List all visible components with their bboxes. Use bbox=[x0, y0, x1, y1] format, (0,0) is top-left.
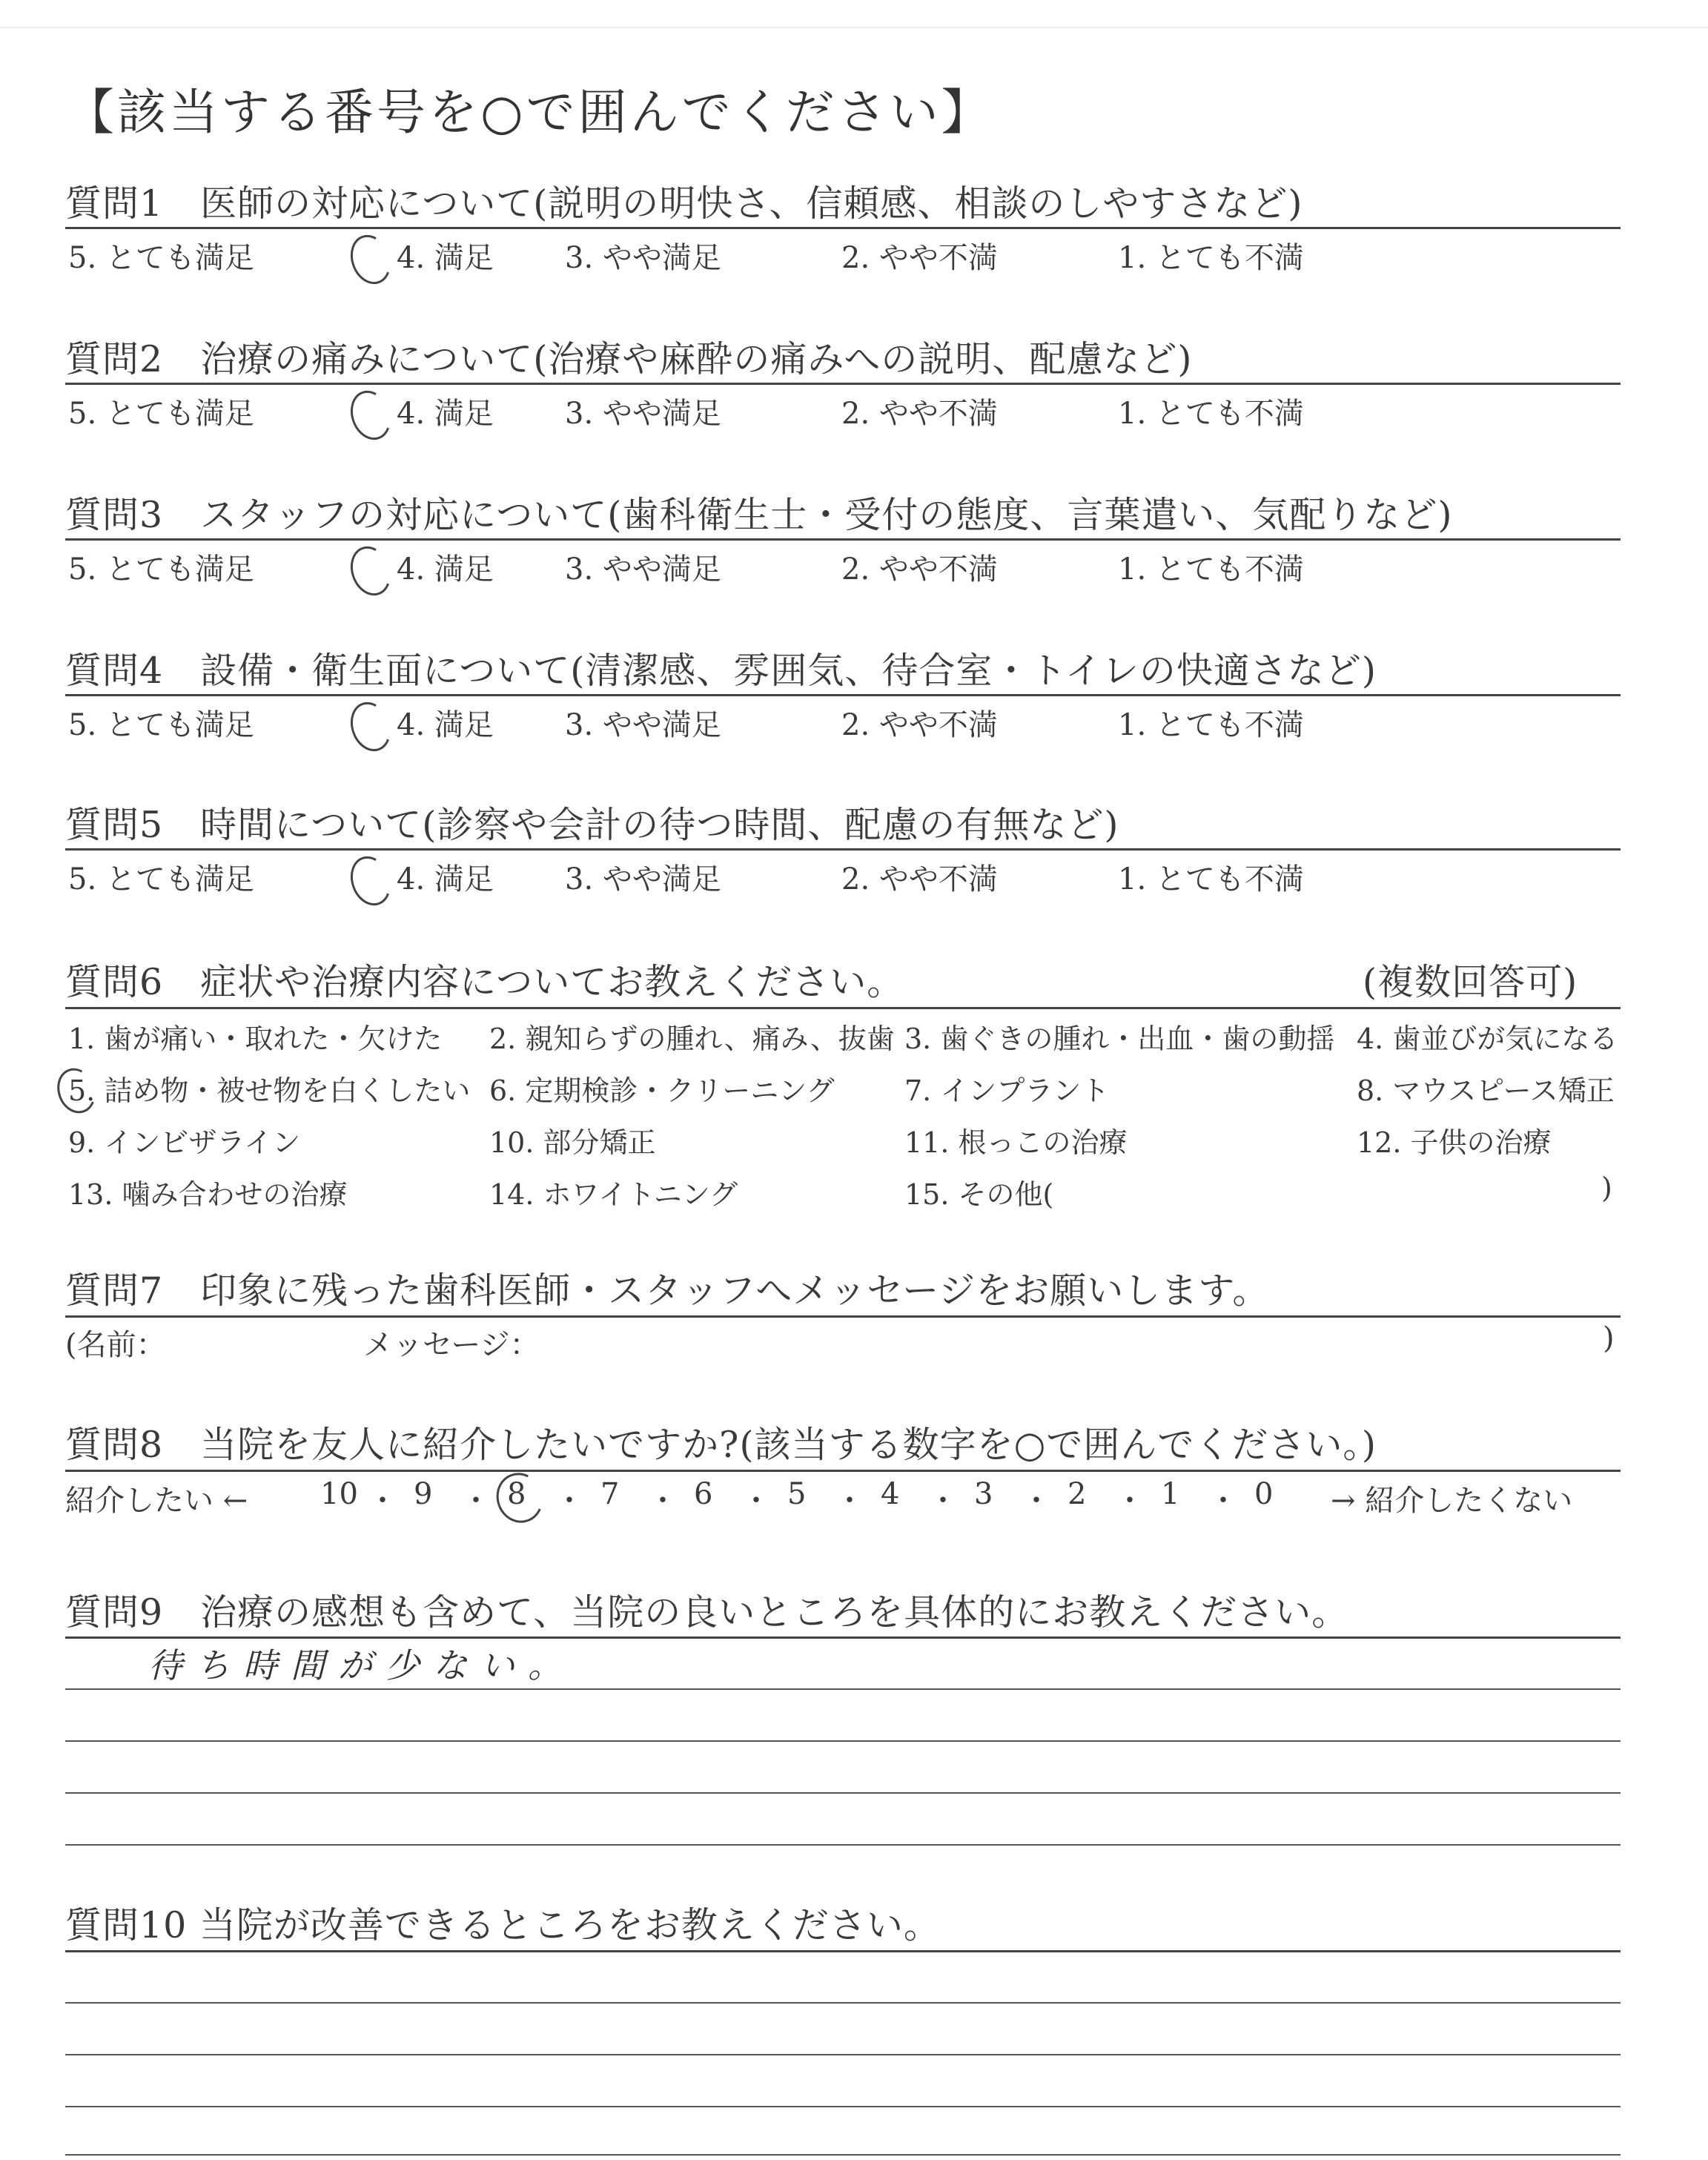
q8-separator-dot: ・ bbox=[928, 1484, 958, 1518]
q7-rule bbox=[65, 1315, 1621, 1318]
q8-number[interactable]: 7 bbox=[600, 1477, 620, 1511]
question-1-option[interactable]: 5. とても満足 bbox=[68, 241, 254, 275]
question-5-selection-circle bbox=[344, 851, 397, 911]
q8-number[interactable]: 0 bbox=[1254, 1477, 1274, 1511]
q8-separator-dot: ・ bbox=[1208, 1484, 1238, 1518]
q7-message-label: メッセージ： bbox=[363, 1328, 540, 1362]
q9-title: 質問9 治療の感想も含めて、当院の良いところを具体的にお教えください。 bbox=[65, 1591, 1349, 1634]
q6-option-item[interactable]: 2. 親知らずの腫れ、痛み、抜歯 bbox=[489, 1023, 895, 1055]
q8-separator-dot: ・ bbox=[1022, 1484, 1051, 1518]
q8-number[interactable]: 9 bbox=[414, 1477, 433, 1511]
question-3-title: 質問3 スタッフの対応について(歯科衛生士・受付の態度、言葉遣い、気配りなど) bbox=[65, 494, 1453, 536]
q6-option-item[interactable]: 13. 噛み合わせの治療 bbox=[68, 1178, 348, 1211]
q10-rule bbox=[65, 1950, 1621, 1952]
q8-separator-dot: ・ bbox=[835, 1484, 864, 1518]
question-1-title: 質問1 医師の対応について(説明の明快さ、信頼感、相談のしやすさなど) bbox=[65, 182, 1303, 225]
q8-number[interactable]: 4 bbox=[881, 1477, 900, 1511]
q6-option-item[interactable]: 9. インビザライン bbox=[68, 1126, 301, 1159]
question-4-option[interactable]: 1. とても不満 bbox=[1118, 708, 1304, 742]
question-2-option[interactable]: 5. とても満足 bbox=[68, 397, 254, 431]
question-1-option[interactable]: 1. とても不満 bbox=[1118, 241, 1304, 275]
question-3-selection-circle bbox=[344, 541, 397, 601]
question-4-title: 質問4 設備・衛生面について(清潔感、雰囲気、待合室・トイレの快適さなど) bbox=[65, 650, 1377, 692]
q8-number[interactable]: 10 bbox=[320, 1477, 358, 1511]
q8-number[interactable]: 3 bbox=[974, 1477, 993, 1511]
question-1-option[interactable]: 2. やや不満 bbox=[841, 241, 998, 275]
q9-line-4 bbox=[65, 1844, 1621, 1846]
question-2-selection-circle bbox=[344, 385, 397, 446]
q6-title: 質問6 症状や治療内容についてお教えください。 bbox=[65, 961, 904, 1003]
question-5-option[interactable]: 4. 満足 bbox=[397, 862, 494, 896]
q8-separator-dot: ・ bbox=[741, 1484, 771, 1518]
q7-title: 質問7 印象に残った歯科医師・スタッフへメッセージをお願いします。 bbox=[65, 1269, 1270, 1312]
question-2-rule bbox=[65, 383, 1621, 385]
question-2-title: 質問2 治療の痛みについて(治療や麻酔の痛みへの説明、配慮など) bbox=[65, 338, 1193, 380]
question-5-option[interactable]: 5. とても満足 bbox=[68, 862, 254, 896]
q8-separator-dot: ・ bbox=[648, 1484, 678, 1518]
q8-left-label: 紹介したい ← bbox=[65, 1484, 248, 1518]
question-2-option[interactable]: 3. やや満足 bbox=[565, 397, 721, 431]
q9-line-1 bbox=[65, 1688, 1621, 1690]
q6-option-item[interactable]: ) bbox=[1601, 1172, 1612, 1204]
question-1-rule bbox=[65, 227, 1621, 229]
q6-option-item[interactable]: 11. 根っこの治療 bbox=[904, 1126, 1128, 1159]
q6-option-item[interactable]: 1. 歯が痛い・取れた・欠けた bbox=[68, 1023, 443, 1055]
q8-number[interactable]: 5 bbox=[787, 1477, 807, 1511]
q6-option-item[interactable]: 12. 子供の治療 bbox=[1357, 1126, 1552, 1159]
question-5-title: 質問5 時間について(診察や会計の待つ時間、配慮の有無など) bbox=[65, 804, 1119, 846]
q8-number[interactable]: 8 bbox=[507, 1477, 526, 1511]
q9-line-3 bbox=[65, 1792, 1621, 1794]
q10-line-2 bbox=[65, 2054, 1621, 2055]
q6-option-item[interactable]: 7. インプラント bbox=[904, 1074, 1110, 1107]
q6-option-item[interactable]: 3. 歯ぐきの腫れ・出血・歯の動揺 bbox=[904, 1023, 1335, 1055]
question-3-rule bbox=[65, 538, 1621, 541]
question-5-option[interactable]: 3. やや満足 bbox=[565, 862, 721, 896]
q8-selection-circle bbox=[489, 1466, 550, 1529]
q6-option-item[interactable]: 14. ホワイトニング bbox=[489, 1178, 738, 1211]
q8-right-label: → 紹介したくない bbox=[1331, 1484, 1573, 1518]
question-3-option[interactable]: 3. やや満足 bbox=[565, 552, 721, 587]
question-2-option[interactable]: 4. 満足 bbox=[397, 397, 494, 431]
q6-option-item[interactable]: 10. 部分矯正 bbox=[489, 1126, 656, 1159]
question-1-option[interactable]: 3. やや満足 bbox=[565, 241, 721, 275]
q8-title: 質問8 当院を友人に紹介したいですか?(該当する数字を○で囲んでください。) bbox=[65, 1424, 1377, 1466]
question-4-selection-circle bbox=[344, 696, 397, 757]
question-3-option[interactable]: 5. とても満足 bbox=[68, 552, 254, 587]
question-5-rule bbox=[65, 848, 1621, 851]
q7-close-paren: ) bbox=[1603, 1321, 1615, 1355]
q8-rule bbox=[65, 1470, 1621, 1472]
question-4-option[interactable]: 3. やや満足 bbox=[565, 708, 721, 742]
question-5-option[interactable]: 1. とても不満 bbox=[1118, 862, 1304, 896]
question-4-option[interactable]: 5. とても満足 bbox=[68, 708, 254, 742]
scan-edge-line bbox=[0, 27, 1708, 28]
question-1-selection-circle bbox=[344, 229, 397, 290]
q6-option-item[interactable]: 6. 定期検診・クリーニング bbox=[489, 1074, 835, 1107]
q6-note: (複数回答可) bbox=[1363, 961, 1578, 1003]
question-2-option[interactable]: 1. とても不満 bbox=[1118, 397, 1304, 431]
q8-number[interactable]: 2 bbox=[1068, 1477, 1087, 1511]
form-heading: 【該当する番号を○で囲んでください】 bbox=[65, 84, 993, 141]
question-2-option[interactable]: 2. やや不満 bbox=[841, 397, 998, 431]
q9-handwritten-answer: 待ち時間が少ない。 bbox=[148, 1645, 575, 1685]
question-4-option[interactable]: 4. 満足 bbox=[397, 708, 494, 742]
q8-separator-dot: ・ bbox=[461, 1484, 491, 1518]
q8-separator-dot: ・ bbox=[555, 1484, 584, 1518]
q6-rule bbox=[65, 1007, 1621, 1009]
question-4-option[interactable]: 2. やや不満 bbox=[841, 708, 998, 742]
q10-line-1 bbox=[65, 2002, 1621, 2004]
q10-line-3 bbox=[65, 2106, 1621, 2107]
q8-separator-dot: ・ bbox=[1115, 1484, 1145, 1518]
q6-option-item[interactable]: 5. 詰め物・被せ物を白くしたい bbox=[68, 1074, 471, 1107]
question-4-rule bbox=[65, 694, 1621, 696]
question-3-option[interactable]: 4. 満足 bbox=[397, 552, 494, 587]
q6-option-item[interactable]: 8. マウスピース矯正 bbox=[1357, 1074, 1615, 1107]
q8-number[interactable]: 6 bbox=[694, 1477, 713, 1511]
q8-separator-dot: ・ bbox=[368, 1484, 397, 1518]
q10-title: 質問10 当院が改善できるところをお教えください。 bbox=[65, 1904, 941, 1946]
q6-option-item[interactable]: 15. その他( bbox=[904, 1178, 1054, 1211]
question-3-option[interactable]: 2. やや不満 bbox=[841, 552, 998, 587]
question-3-option[interactable]: 1. とても不満 bbox=[1118, 552, 1304, 587]
q7-name-label: (名前： bbox=[65, 1328, 166, 1362]
q8-number[interactable]: 1 bbox=[1161, 1477, 1180, 1511]
q10-line-4 bbox=[65, 2154, 1621, 2156]
question-1-option[interactable]: 4. 満足 bbox=[397, 241, 494, 275]
q6-option-item[interactable]: 4. 歯並びが気になる bbox=[1357, 1023, 1618, 1055]
q9-line-2 bbox=[65, 1740, 1621, 1742]
question-5-option[interactable]: 2. やや不満 bbox=[841, 862, 998, 896]
